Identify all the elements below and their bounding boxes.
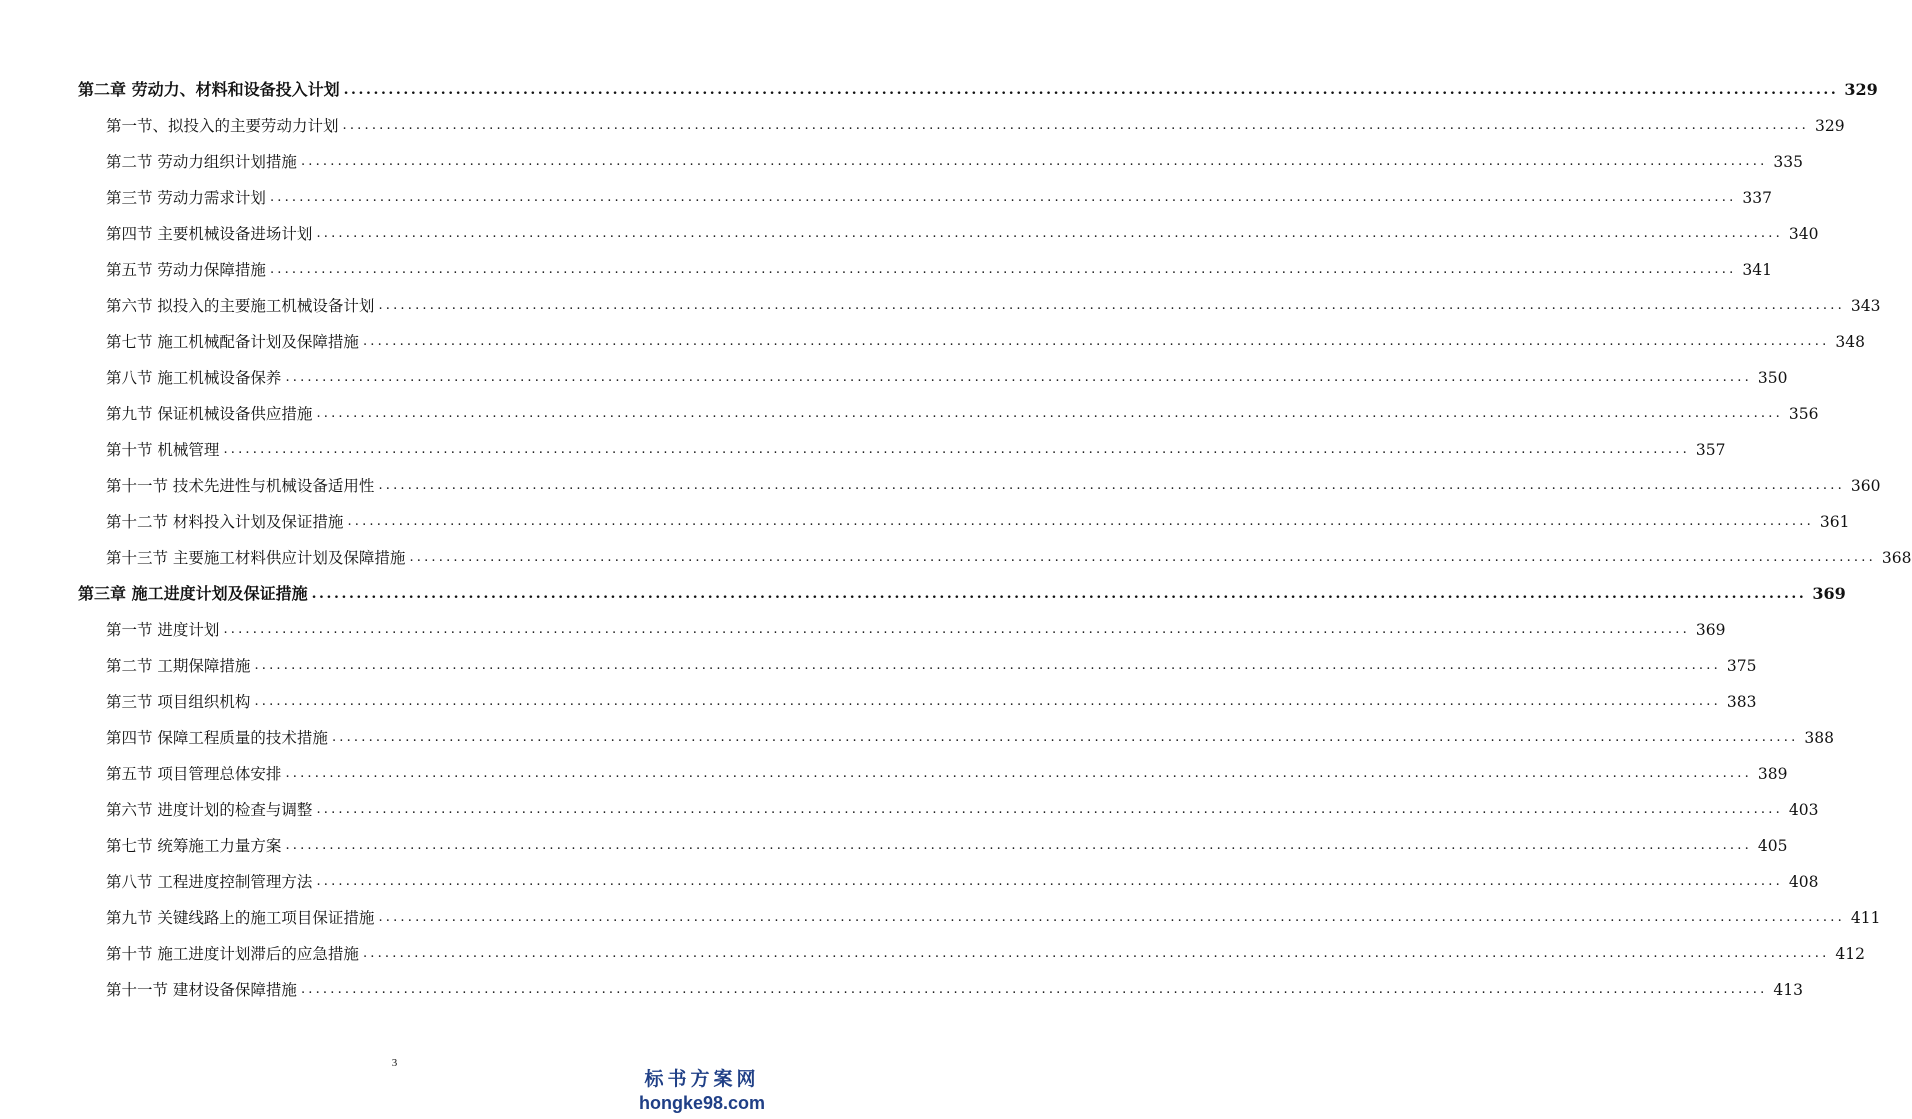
toc-title: 第二节 工期保障措施 <box>106 657 251 675</box>
toc-page: 375 <box>1726 657 1757 675</box>
toc-leader: ........................................................................................................................................................................................................ <box>223 622 1690 637</box>
toc-title: 第四节 主要机械设备进场计划 <box>106 225 313 243</box>
toc-section <box>106 648 1757 676</box>
toc-leader: ........................................................................................................................................................................................................ <box>285 766 1752 781</box>
toc-page: 405 <box>1757 837 1788 855</box>
toc-page: 369 <box>1812 584 1846 603</box>
toc-title: 第二章 劳动力、材料和设备投入计划 <box>78 80 340 99</box>
watermark-text-cn: 标书方案网 <box>644 1068 760 1090</box>
toc-page: 412 <box>1835 945 1865 963</box>
toc-title: 第十节 施工进度计划滞后的应急措施 <box>106 945 359 963</box>
toc-leader: ........................................................................................................................................................................................................ <box>269 190 1737 205</box>
toc-page: 348 <box>1835 333 1865 351</box>
toc-title: 第二节 劳动力组织计划措施 <box>106 153 297 171</box>
toc-title: 第十二节 材料投入计划及保证措施 <box>106 513 344 531</box>
toc-leader: ........................................................................................................................................................................................................ <box>331 730 1799 745</box>
toc-page: 337 <box>1742 189 1772 207</box>
toc-section <box>106 324 1865 352</box>
toc-section <box>106 432 1726 460</box>
toc-section <box>106 216 1819 244</box>
toc-section <box>106 828 1788 856</box>
toc-section <box>106 360 1788 388</box>
toc-section <box>106 684 1757 712</box>
toc-section <box>106 720 1834 748</box>
toc-page: 360 <box>1850 477 1881 495</box>
toc-title: 第十一节 技术先进性与机械设备适用性 <box>106 477 375 495</box>
toc-leader: ........................................................................................................................................................................................................ <box>362 334 1830 349</box>
toc-leader: ........................................................................................................................................................................................................ <box>300 982 1768 997</box>
toc-leader: ........................................................................................................................................................................................................ <box>285 370 1752 385</box>
toc-title: 第八节 施工机械设备保养 <box>106 369 282 387</box>
toc-section <box>106 288 1881 316</box>
toc-leader: ........................................................................................................................................................................................................ <box>409 550 1876 565</box>
toc-leader: ........................................................................................................................................................................................................ <box>316 226 1783 241</box>
toc-section <box>106 180 1772 208</box>
toc-leader: ........................................................................................................................................................................................................ <box>254 658 1721 673</box>
toc-leader: ........................................................................................................................................................................................................ <box>316 874 1783 889</box>
toc-section <box>106 540 1912 568</box>
toc-section <box>106 108 1845 136</box>
toc-leader: ........................................................................................................................................................................................................ <box>378 478 1845 493</box>
toc-title: 第九节 保证机械设备供应措施 <box>106 405 313 423</box>
toc-page: 368 <box>1881 549 1912 567</box>
toc-page: 361 <box>1819 513 1850 531</box>
toc-leader: ........................................................................................................................................................................................................ <box>269 262 1737 277</box>
toc-section <box>106 252 1772 280</box>
toc-page: 357 <box>1695 441 1726 459</box>
toc-page: 413 <box>1773 981 1803 999</box>
toc-title: 第五节 项目管理总体安排 <box>106 765 282 783</box>
toc-title: 第十节 机械管理 <box>106 441 220 459</box>
toc-title: 第五节 劳动力保障措施 <box>106 261 266 279</box>
toc-title: 第一节 进度计划 <box>106 621 220 639</box>
watermark-logo <box>627 1067 777 1115</box>
toc-page: 408 <box>1788 873 1819 891</box>
toc-leader: ........................................................................................................................................................................................................ <box>311 586 1807 602</box>
toc-leader: ........................................................................................................................................................................................................ <box>316 802 1783 817</box>
toc-page: 388 <box>1804 729 1834 747</box>
toc-section <box>106 972 1803 1000</box>
toc-leader: ........................................................................................................................................................................................................ <box>223 442 1690 457</box>
toc-title: 第七节 施工机械配备计划及保障措施 <box>106 333 359 351</box>
toc-title: 第十三节 主要施工材料供应计划及保障措施 <box>106 549 406 567</box>
toc-leader: ........................................................................................................................................................................................................ <box>300 154 1768 169</box>
toc-leader: ........................................................................................................................................................................................................ <box>342 118 1809 133</box>
toc-section <box>106 504 1850 532</box>
toc-leader: ........................................................................................................................................................................................................ <box>378 298 1845 313</box>
watermark-text-url: hongke98.com <box>638 1093 766 1113</box>
toc-title: 第六节 拟投入的主要施工机械设备计划 <box>106 297 375 315</box>
toc-title: 第六节 进度计划的检查与调整 <box>106 801 313 819</box>
toc-title: 第一节、拟投入的主要劳动力计划 <box>106 117 339 135</box>
toc-title: 第三章 施工进度计划及保证措施 <box>78 584 308 603</box>
page-number: 3 <box>391 1057 398 1069</box>
toc-leader: ........................................................................................................................................................................................................ <box>285 838 1752 853</box>
toc-page: 329 <box>1814 117 1845 135</box>
toc-leader: ........................................................................................................................................................................................................ <box>378 910 1845 925</box>
toc-section <box>106 900 1881 928</box>
toc-chapter-2 <box>78 72 1878 100</box>
toc-title: 第十一节 建材设备保障措施 <box>106 981 297 999</box>
toc-section <box>106 468 1881 496</box>
toc-page: 356 <box>1788 405 1819 423</box>
toc-section <box>106 792 1819 820</box>
toc-leader: ........................................................................................................................................................................................................ <box>347 514 1814 529</box>
toc-title: 第四节 保障工程质量的技术措施 <box>106 729 328 747</box>
toc-title: 第七节 统筹施工力量方案 <box>106 837 282 855</box>
toc-leader: ........................................................................................................................................................................................................ <box>343 82 1839 98</box>
toc-page: 340 <box>1788 225 1819 243</box>
toc-page: 341 <box>1742 261 1772 279</box>
toc-page: 335 <box>1773 153 1803 171</box>
toc-chapter-3 <box>78 576 1846 604</box>
toc-leader: ........................................................................................................................................................................................................ <box>254 694 1721 709</box>
toc-leader: ........................................................................................................................................................................................................ <box>362 946 1830 961</box>
toc-section <box>106 396 1819 424</box>
toc-section <box>106 144 1803 172</box>
toc-page: 389 <box>1757 765 1788 783</box>
toc-page: 350 <box>1757 369 1788 387</box>
toc-page: 411 <box>1850 909 1881 927</box>
toc-title: 第三节 项目组织机构 <box>106 693 251 711</box>
toc-section <box>106 864 1819 892</box>
toc-page: 343 <box>1850 297 1881 315</box>
toc-title: 第三节 劳动力需求计划 <box>106 189 266 207</box>
toc-section <box>106 756 1788 784</box>
toc-section <box>106 612 1726 640</box>
toc-title: 第九节 关键线路上的施工项目保证措施 <box>106 909 375 927</box>
toc-leader: ........................................................................................................................................................................................................ <box>316 406 1783 421</box>
toc-section <box>106 936 1865 964</box>
toc-page: 403 <box>1788 801 1819 819</box>
toc-title: 第八节 工程进度控制管理方法 <box>106 873 313 891</box>
toc-page: 369 <box>1695 621 1726 639</box>
toc-page: 329 <box>1844 80 1878 99</box>
toc-page: 383 <box>1726 693 1757 711</box>
